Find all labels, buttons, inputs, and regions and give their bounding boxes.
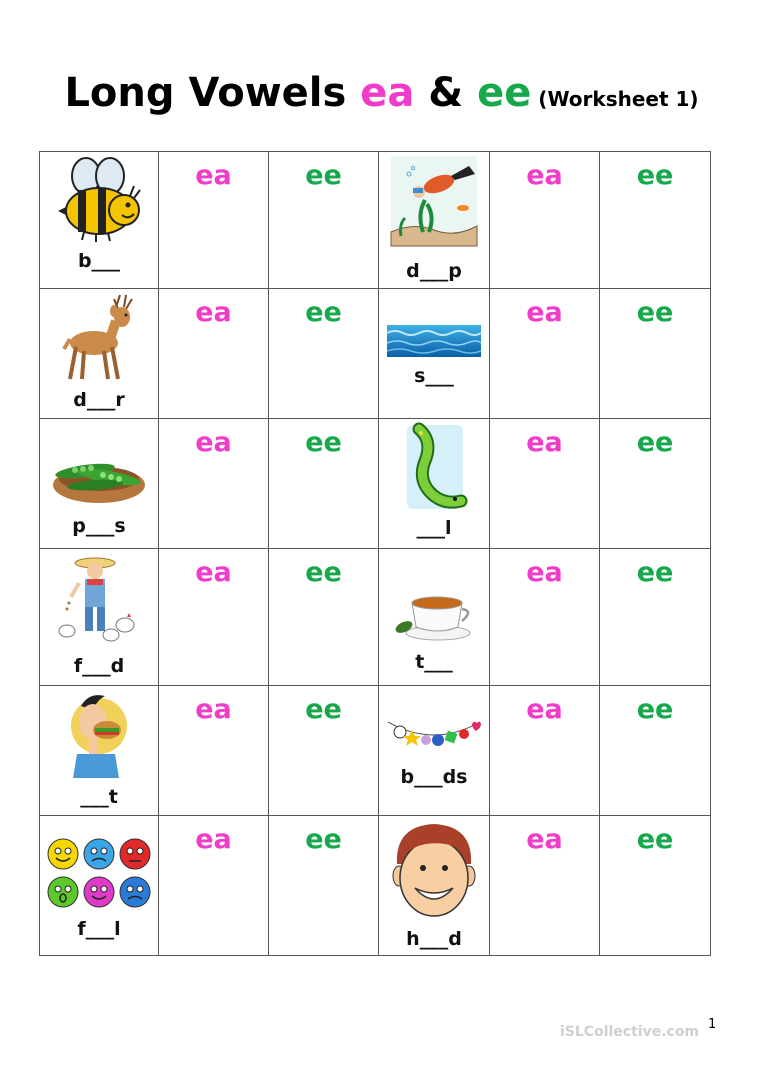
title-ee: ee: [477, 70, 532, 116]
picture-cell: [40, 289, 159, 419]
choice-cell[interactable]: [159, 289, 269, 419]
missing-letters-word: f___d: [73, 655, 125, 677]
picture-cell: [379, 549, 490, 686]
title-ea: ea: [360, 70, 415, 116]
choice-cell[interactable]: [269, 686, 379, 816]
choice-cell[interactable]: [600, 289, 711, 419]
choice-cell[interactable]: [490, 816, 600, 956]
title-main: Long Vowels: [64, 70, 361, 116]
sea-icon: [387, 325, 481, 357]
picture-cell: [40, 152, 159, 289]
picture-cell: [379, 686, 490, 816]
choice-cell[interactable]: [490, 549, 600, 686]
choice-ee[interactable]: ee: [636, 427, 674, 458]
missing-letters-word: b___: [77, 250, 121, 272]
head-icon: [391, 818, 477, 922]
missing-letters-word: t___: [415, 651, 453, 673]
choice-cell[interactable]: [269, 549, 379, 686]
table-row: [40, 152, 711, 289]
missing-letters-word: d___p: [406, 260, 462, 282]
choice-ea[interactable]: ea: [526, 694, 563, 725]
choice-ee[interactable]: ee: [636, 824, 674, 855]
missing-letters-word: p___s: [72, 515, 126, 537]
page-number: 1: [708, 1017, 717, 1032]
choice-ea[interactable]: ea: [526, 297, 563, 328]
choice-cell[interactable]: [269, 419, 379, 549]
choice-cell[interactable]: [159, 686, 269, 816]
choice-ea[interactable]: ea: [195, 427, 232, 458]
table-row: [40, 419, 711, 549]
choice-ee[interactable]: ee: [305, 824, 342, 855]
man-eating-icon: [59, 688, 139, 780]
smiley-faces-icon: [45, 836, 153, 912]
missing-letters-word: h___d: [406, 928, 462, 950]
choice-ee[interactable]: ee: [305, 694, 342, 725]
choice-ea[interactable]: ea: [195, 297, 232, 328]
deer-icon: [54, 291, 144, 383]
choice-ee[interactable]: ee: [636, 557, 674, 588]
tea-cup-icon: [394, 585, 474, 643]
picture-cell: [40, 816, 159, 956]
choice-ee[interactable]: ee: [305, 557, 342, 588]
choice-ee[interactable]: ee: [636, 160, 674, 191]
picture-cell: [379, 289, 490, 419]
choice-cell[interactable]: [159, 419, 269, 549]
missing-letters-word: ___t: [80, 786, 118, 808]
worksheet-title: [0, 70, 763, 116]
choice-cell[interactable]: [490, 289, 600, 419]
missing-letters-word: d___r: [73, 389, 125, 411]
farmer-feeding-chickens-icon: [53, 553, 145, 645]
choice-cell[interactable]: [490, 686, 600, 816]
choice-cell[interactable]: [159, 152, 269, 289]
choice-cell[interactable]: [600, 419, 711, 549]
choice-cell[interactable]: [269, 289, 379, 419]
choice-ea[interactable]: ea: [195, 694, 232, 725]
picture-cell: [379, 152, 490, 289]
picture-cell: [40, 419, 159, 549]
choice-cell[interactable]: [159, 549, 269, 686]
choice-ee[interactable]: ee: [305, 297, 342, 328]
missing-letters-word: b___ds: [400, 766, 468, 788]
beads-icon: [386, 714, 482, 754]
choice-cell[interactable]: [600, 816, 711, 956]
picture-cell: [40, 686, 159, 816]
table-row: [40, 289, 711, 419]
title-sub: (Worksheet 1): [531, 87, 699, 111]
title-amp: &: [414, 70, 478, 116]
choice-cell[interactable]: [600, 686, 711, 816]
table-row: [40, 686, 711, 816]
choice-ea[interactable]: ea: [526, 160, 563, 191]
choice-ee[interactable]: ee: [305, 427, 342, 458]
choice-ee[interactable]: ee: [636, 297, 674, 328]
choice-ea[interactable]: ea: [526, 824, 563, 855]
watermark: iSLCollective.com: [560, 1024, 700, 1040]
choice-ea[interactable]: ea: [195, 160, 232, 191]
picture-cell: [379, 816, 490, 956]
peas-icon: [49, 445, 149, 507]
diver-icon: [389, 154, 479, 249]
choice-cell[interactable]: [490, 419, 600, 549]
choice-ee[interactable]: ee: [636, 694, 674, 725]
missing-letters-word: ___l: [416, 517, 452, 539]
choice-cell[interactable]: [269, 152, 379, 289]
choice-cell[interactable]: [600, 549, 711, 686]
choice-ea[interactable]: ea: [195, 557, 232, 588]
picture-cell: [40, 549, 159, 686]
choice-ea[interactable]: ea: [526, 427, 563, 458]
choice-cell[interactable]: [600, 152, 711, 289]
choice-cell[interactable]: [490, 152, 600, 289]
choice-ee[interactable]: ee: [305, 160, 342, 191]
bee-icon: [54, 154, 144, 244]
picture-cell: [379, 419, 490, 549]
choice-ea[interactable]: ea: [195, 824, 232, 855]
choice-cell[interactable]: [159, 816, 269, 956]
table-row: [40, 549, 711, 686]
missing-letters-word: s___: [414, 365, 454, 387]
choice-cell[interactable]: [269, 816, 379, 956]
table-row: [40, 816, 711, 956]
eel-icon: [399, 421, 469, 513]
missing-letters-word: f___l: [77, 918, 121, 940]
worksheet-grid: [39, 151, 711, 956]
choice-ea[interactable]: ea: [526, 557, 563, 588]
